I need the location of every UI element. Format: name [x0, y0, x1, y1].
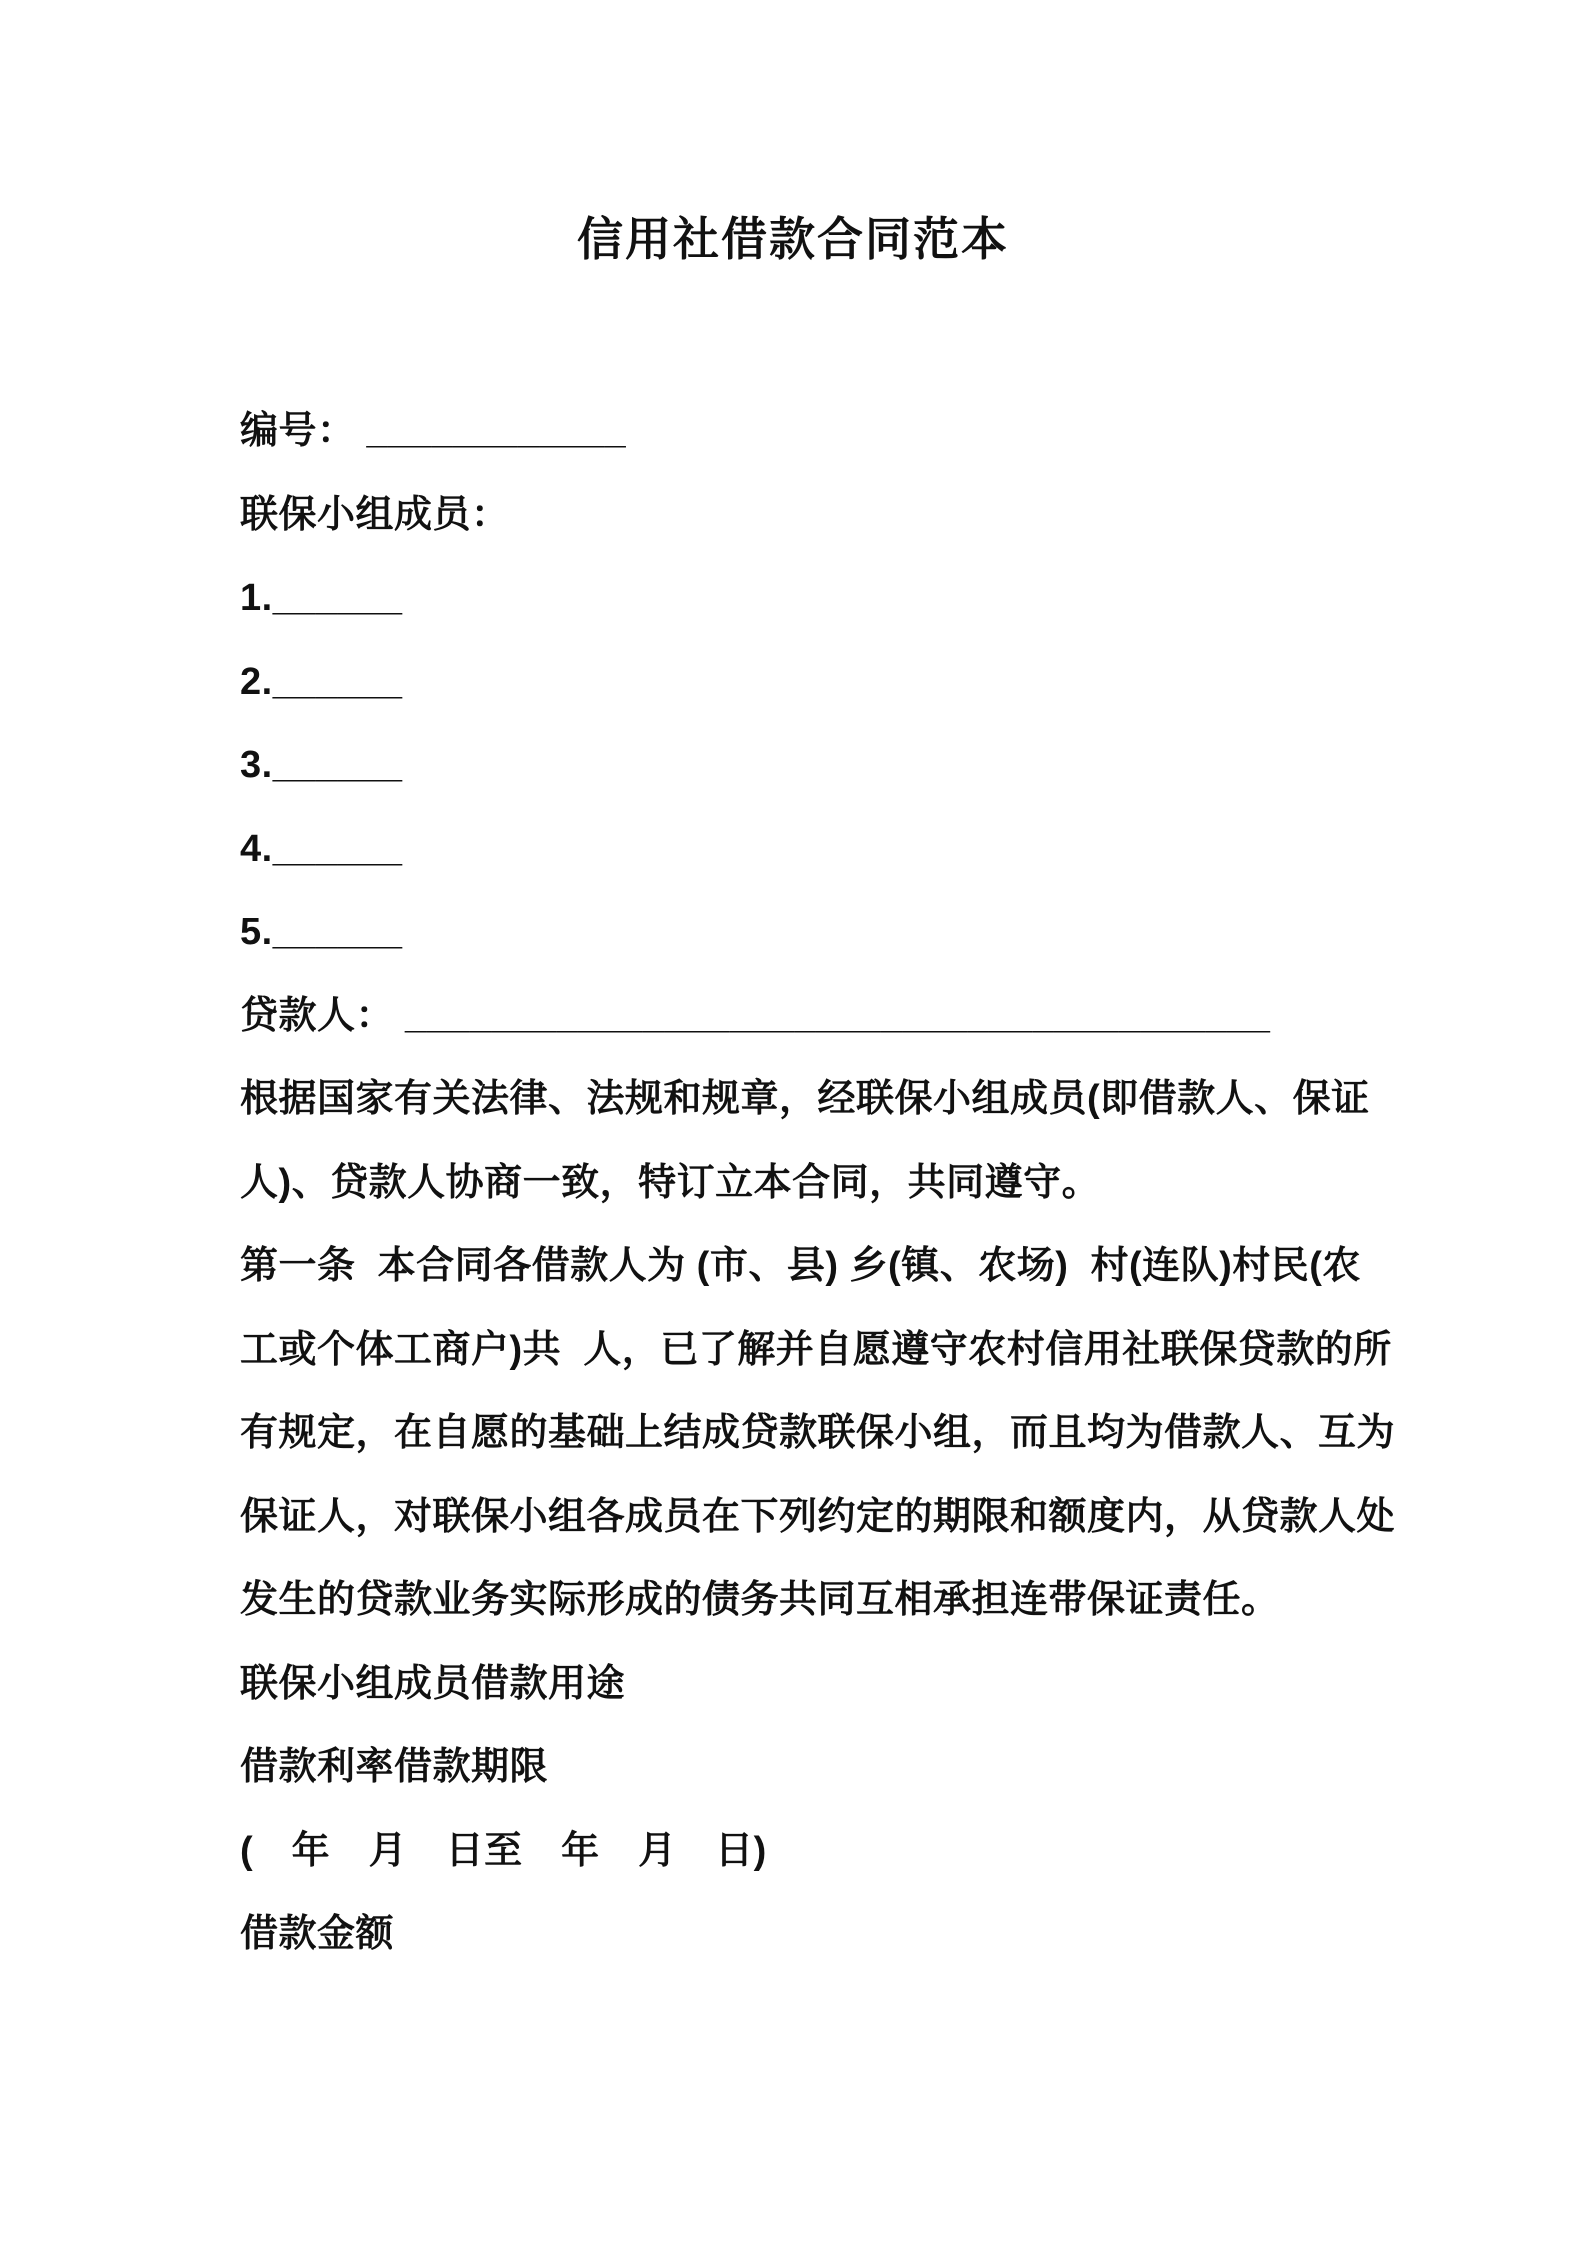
member-4-blank-line: 4.______	[240, 827, 403, 870]
loan-rate-term-heading: 借款利率借款期限	[240, 1746, 549, 1788]
group-members-heading: 联保小组成员：	[240, 493, 510, 536]
member-3-blank-line: 3.______	[240, 744, 403, 786]
loan-purpose-heading: 联保小组成员借款用途	[240, 1662, 626, 1705]
preamble-line-2: 人)、贷款人协商一致，特订立本合同，共同遵守。	[240, 1161, 1101, 1204]
lender-blank-line: 贷款人： ________________________________________	[240, 994, 1271, 1037]
date-range-blank-line: ( 年 月 日至 年 月 日)	[240, 1829, 767, 1872]
document-body	[0, 390, 1586, 1977]
article-1-line-4: 保证人，对联保小组各成员在下列约定的期限和额度内，从贷款人处	[240, 1495, 1396, 1538]
contract-number-line: 编号： ____________	[240, 410, 627, 452]
article-1-line-2: 工或个体工商户)共 人，已了解并自愿遵守农村信用社联保贷款的所	[240, 1328, 1392, 1371]
document-title: 信用社借款合同范本	[577, 213, 1009, 265]
member-5-blank-line: 5.______	[240, 911, 403, 953]
article-1-line-1: 第一条 本合同各借款人为 (市、县) 乡(镇、农场) 村(连队)村民(农	[240, 1245, 1361, 1287]
article-1-line-3: 有规定，在自愿的基础上结成贷款联保小组，而且均为借款人、互为	[240, 1412, 1396, 1454]
article-1-line-5: 发生的贷款业务实际形成的债务共同互相承担连带保证责任。	[240, 1579, 1280, 1621]
loan-amount-heading: 借款金额	[240, 1913, 395, 1955]
member-1-blank-line: 1.______	[240, 577, 403, 619]
preamble-line-1: 根据国家有关法律、法规和规章，经联保小组成员(即借款人、保证	[240, 1078, 1370, 1120]
member-2-blank-line: 2.______	[240, 660, 403, 703]
